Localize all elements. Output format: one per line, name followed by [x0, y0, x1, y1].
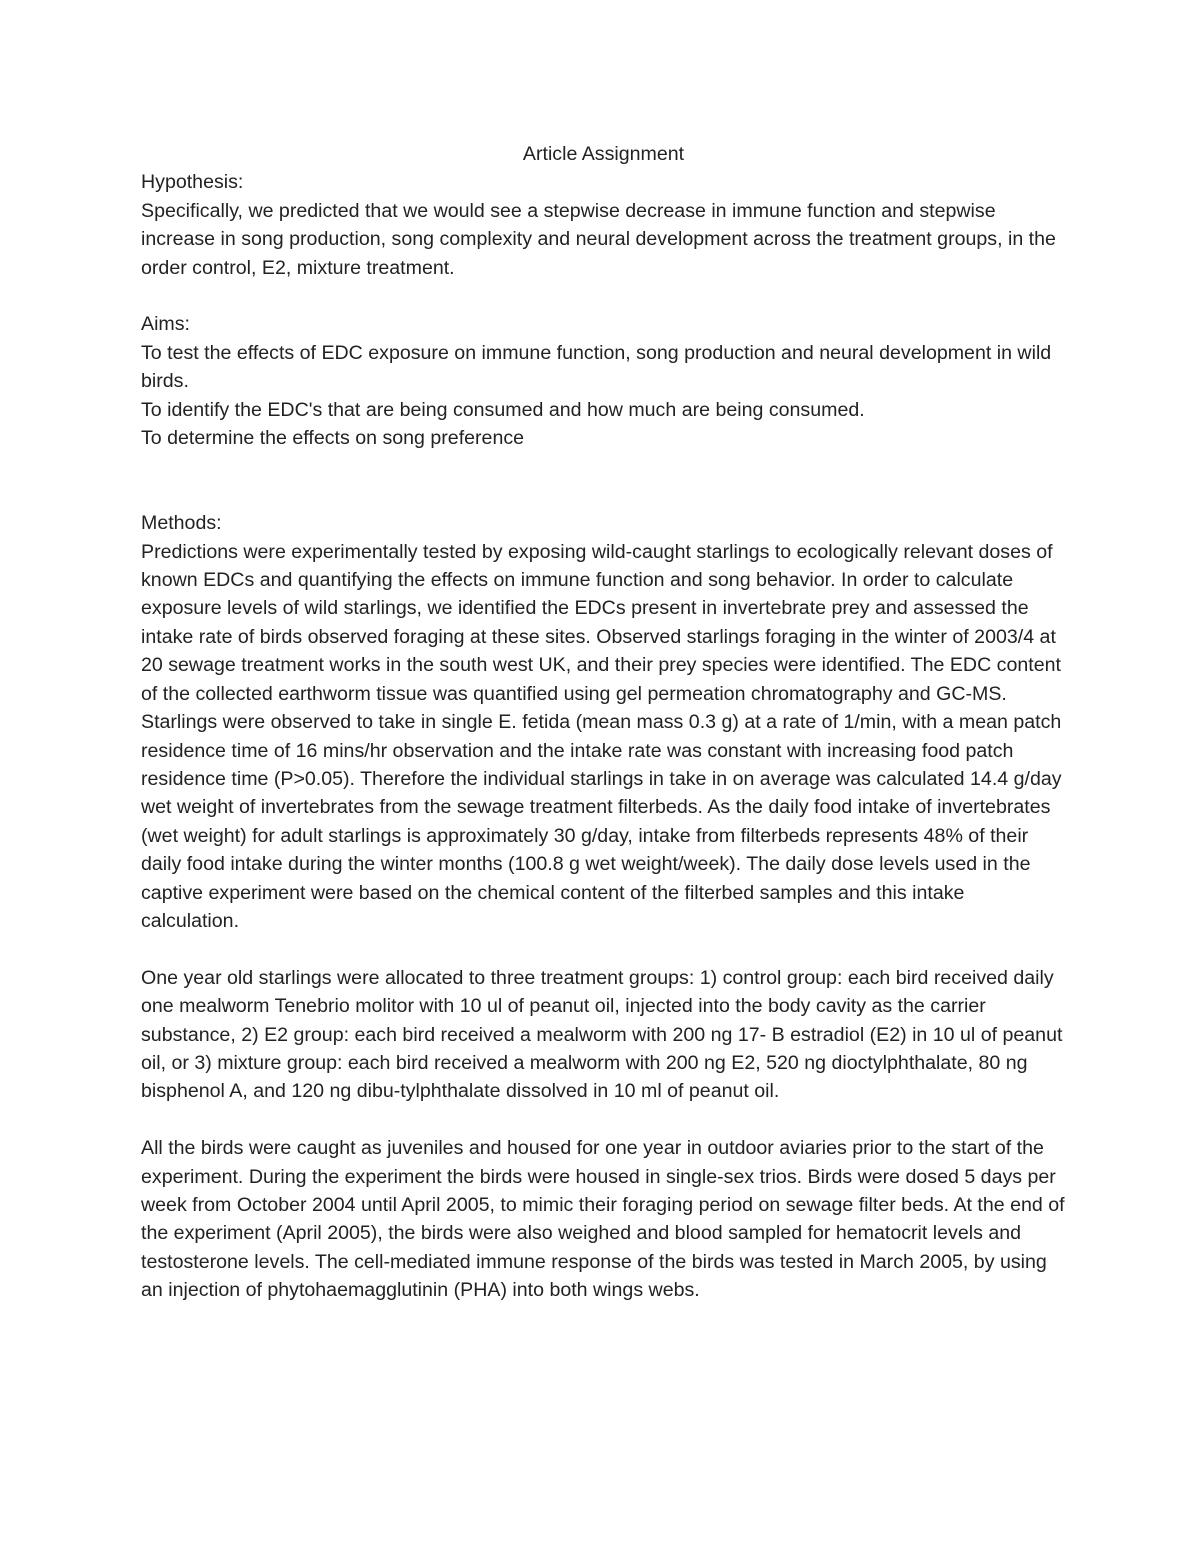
section-spacer — [141, 452, 1066, 509]
methods-paragraph: One year old starlings were allocated to three treatment groups: 1) control group: each bird received daily one mealworm Tenebrio molitor with 10 ul of peanut oil, injected into the body cavity as the carrier substance, 2) E2 group: each bird received a mealworm with 200 ng 17- B estradiol (E2) in 10 ul of peanut oil, or 3) mixture group: each bird received a mealworm with 200 ng E2, 520 ng dioctylphthalate, 80 ng bisphenol A, and 120 ng dibu-tylphthalate dissolved in 10 ml of peanut oil. — [141, 966, 1063, 1103]
methods-heading: Methods: — [141, 512, 222, 535]
aims-heading: Aims: — [141, 313, 190, 336]
aim-item: To test the effects of EDC exposure on immune function, song production and neural development in wild birds. — [141, 341, 1052, 393]
hypothesis-text: Specifically, we predicted that we would see a stepwise decrease in immune function and stepwise increase in song production, song complexity and neural development across the treatment groups, in the order control, E2, mixture treatment. — [141, 199, 1056, 279]
hypothesis-heading: Hypothesis: — [141, 171, 244, 194]
section-spacer — [141, 282, 1066, 310]
methods-paragraph: All the birds were caught as juveniles and housed for one year in outdoor aviaries prior to the start of the experiment. During the experiment the birds were housed in single-sex trios. Birds were dosed 5 days per week from October 2004 until April 2005, to mimic their foraging period on sewage filter beds. At the end of the experiment (April 2005), the birds were also weighed and blood sampled for hematocrit levels and testosterone levels. The cell-mediated immune response of the birds was tested in March 2005, by using an injection of phytohaemagglutinin (PHA) into both wings webs. — [141, 1137, 1065, 1302]
aim-item: To identify the EDC's that are being consumed and how much are being consumed. — [141, 398, 865, 421]
document-title: Article Assignment — [522, 143, 685, 165]
paragraph-spacer — [141, 1106, 1066, 1134]
paragraph-spacer — [141, 935, 1066, 963]
aim-item: To determine the effects on song preference — [141, 427, 525, 450]
methods-paragraph: Predictions were experimentally tested by exposing wild-caught starlings to ecologically relevant doses of known EDCs and quantifying the effects on immune function and song behavior. In order to calculate exposure levels of wild starlings, we identified the EDCs present in invertebrate prey and assessed the intake rate of birds observed foraging at these sites. Observed starlings foraging in the winter of 2003/4 at 20 sewage treatment works in the south west UK, and their prey species were identified. The EDC content of the collected earthworm tissue was quantified using gel permeation chromatography and GC-MS. Starlings were observed to take in single E. fetida (mean mass 0.3 g) at a rate of 1/min, with a mean patch residence time of 16 mins/hr observation and the intake rate was constant with increasing food patch residence time (P>0.05). Therefore the individual starlings in take in on average was calculated 14.4 g/day wet weight of invertebrates from the sewage treatment filterbeds. As the daily food intake of invertebrates (wet weight) for adult starlings is approximately 30 g/day, intake from filterbeds represents 48% of their daily food intake during the winter months (100.8 g wet weight/week). The daily dose levels used in the captive experiment were based on the chemical content of the filterbed samples and this intake calculation. — [141, 540, 1062, 932]
document-body — [141, 140, 1066, 1305]
